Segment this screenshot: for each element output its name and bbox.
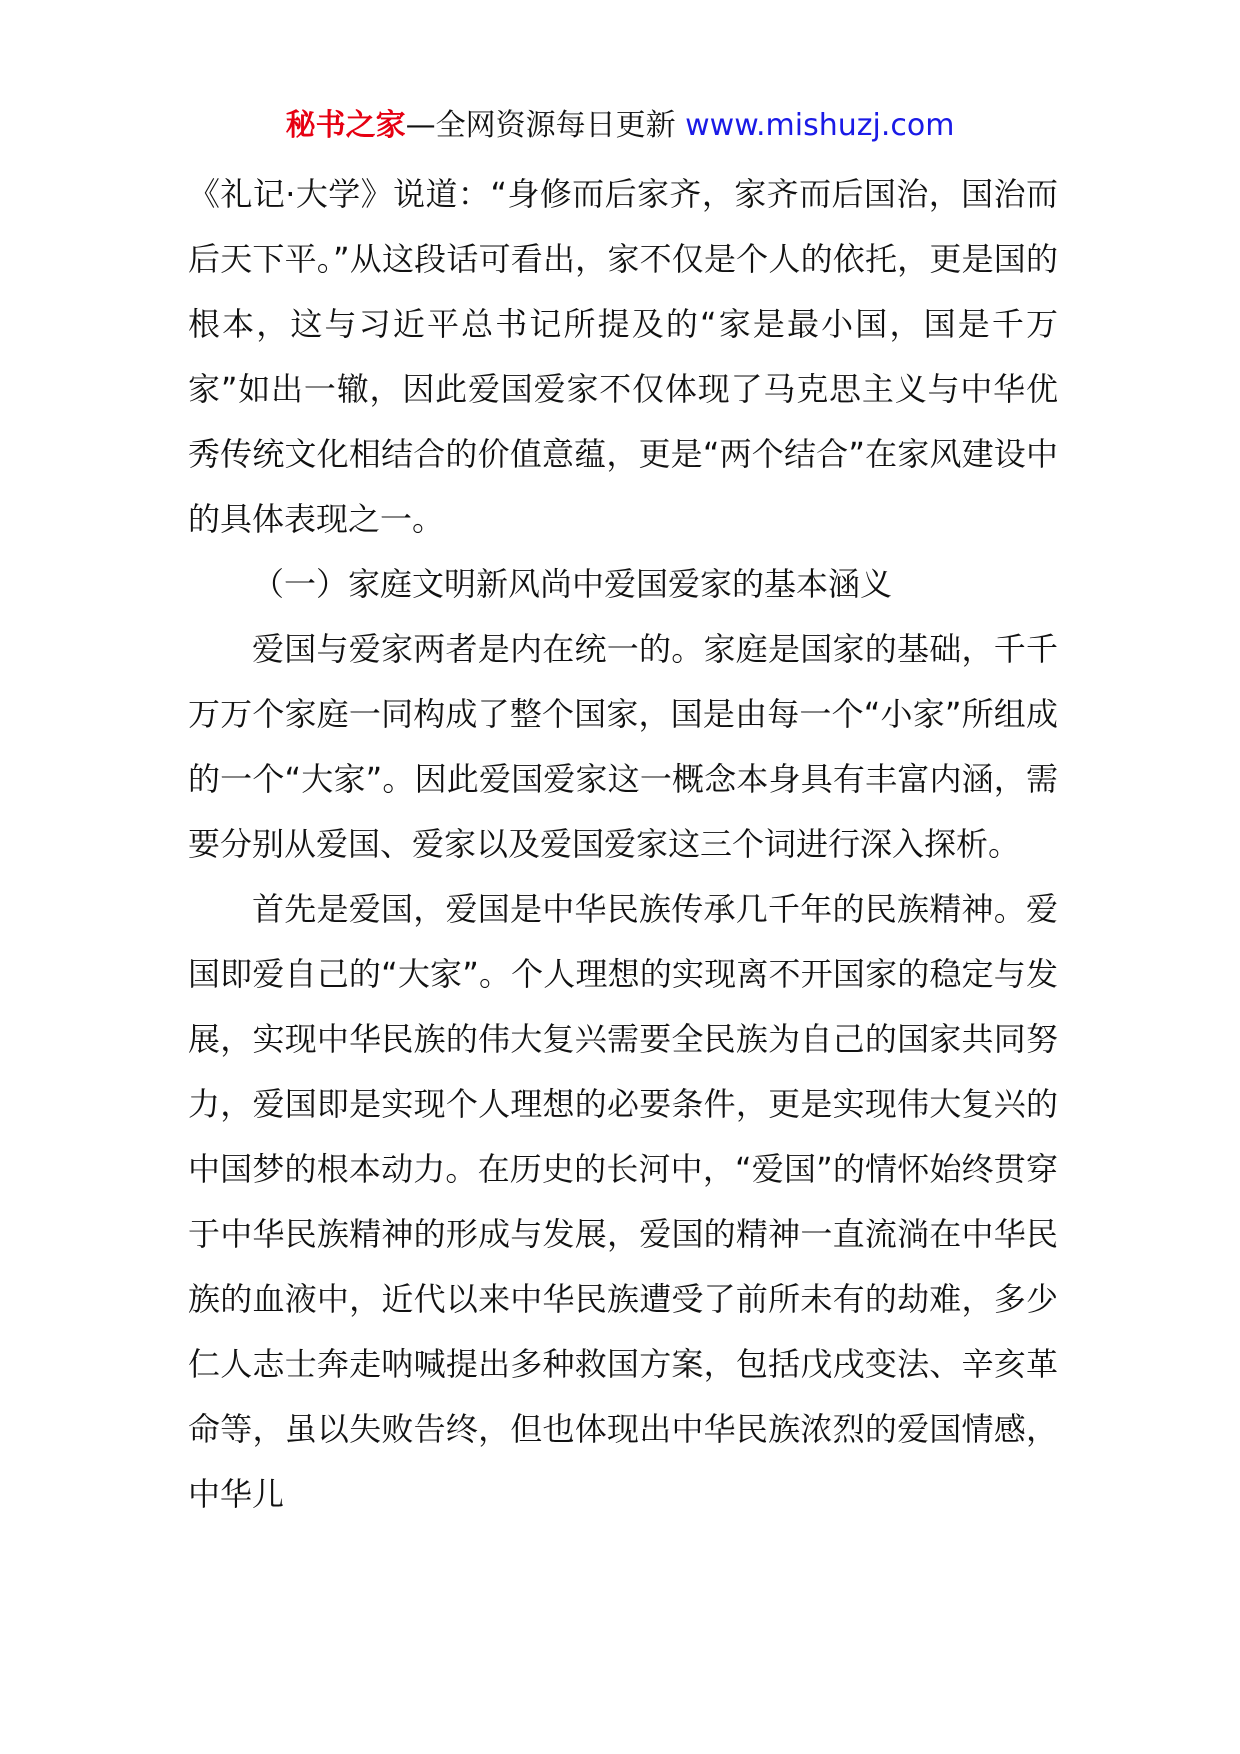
paragraph-3: 首先是爱国，爱国是中华民族传承几千年的民族精神。爱国即爱自己的“大家”。个人理想的实现离不开国家的稳定与发展，实现中华民族的伟大复兴需要全民族为自己的国家共同努力，爱国即是实现个人理想的必要条件，更是实现伟大复兴的中国梦的根本动力。在历史的长河中，“爱国”的情怀始终贯穿于中华民族精神的形成与发展，爱国的精神一直流淌在中华民族的血液中，近代以来中华民族遭受了前所未有的劫难，多少仁人志士奔走呐喊提出多种救国方案，包括戊戌变法、辛亥革命等，虽以失败告终，但也体现出中华民族浓烈的爱国情感，中华儿 [188, 890, 1058, 1513]
header-brand: 秘书之家 [285, 108, 406, 143]
header-url: www.mishuzj.com [685, 108, 955, 143]
paragraph-2: 爱国与爱家两者是内在统一的。家庭是国家的基础，千千万万个家庭一同构成了整个国家，国是由每一个“小家”所组成的一个“大家”。因此爱国爱家这一概念本身具有丰富内涵，需要分别从爱国、爱家以及爱国爱家这三个词进行深入探析。 [188, 630, 1058, 863]
document-body [188, 162, 1058, 1527]
page-header [0, 100, 1240, 152]
section-heading: （一）家庭文明新风尚中爱国爱家的基本涵义 [252, 565, 893, 603]
header-tagline: —全网资源每日更新 [405, 108, 686, 143]
paragraph-1: 《礼记·大学》说道：“身修而后家齐，家齐而后国治，国治而后天下平。”从这段话可看出，家不仅是个人的依托，更是国的根本，这与习近平总书记所提及的“家是最小国，国是千万家”如出一辙，因此爱国爱家不仅体现了马克思主义与中华优秀传统文化相结合的价值意蕴，更是“两个结合”在家风建设中的具体表现之一。 [188, 175, 1058, 538]
